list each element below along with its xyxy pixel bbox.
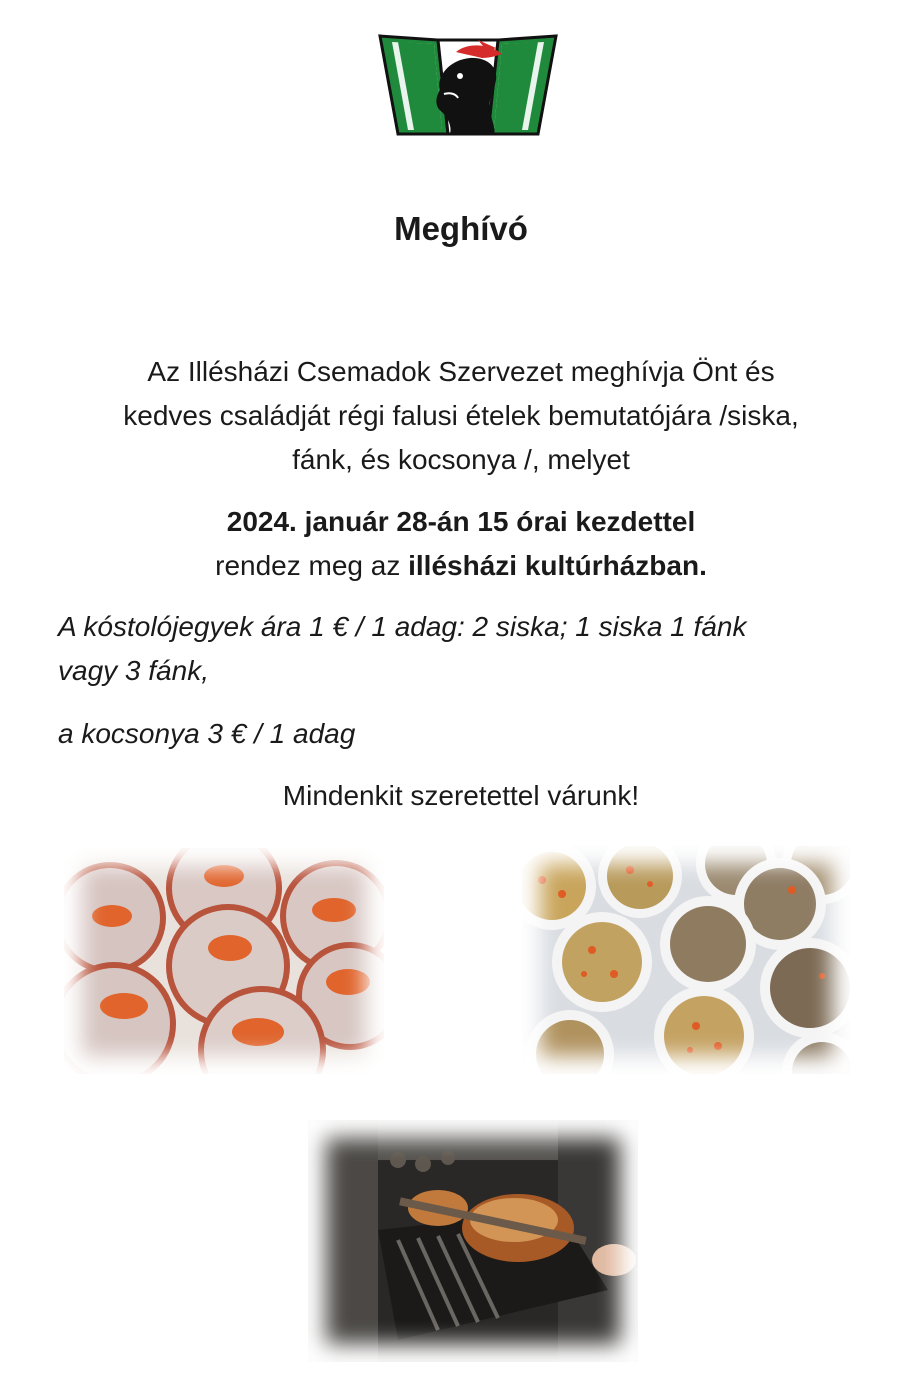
donuts-photo bbox=[64, 848, 384, 1074]
aspic-bowls-photo bbox=[522, 846, 850, 1074]
intro-line: kedves családját régi falusi ételek bemutatójára /siska, bbox=[123, 400, 799, 431]
event-date: 2024. január 28-án 15 órai kezdettel bbox=[226, 506, 696, 537]
event-venue-line bbox=[50, 544, 872, 588]
bread-oven-photo bbox=[308, 1120, 638, 1362]
aspic-price: a kocsonya 3 € / 1 adag bbox=[58, 718, 356, 749]
intro-line: fánk, és kocsonya /, melyet bbox=[292, 444, 630, 475]
price-line: vagy 3 fánk, bbox=[58, 655, 209, 686]
price-line: A kóstolójegyek ára 1 € / 1 adag: 2 siska; 1 siska 1 fánk bbox=[58, 611, 747, 642]
event-venue: illésházi kultúrházban. bbox=[408, 550, 707, 581]
invitation-title: Meghívó bbox=[394, 210, 528, 247]
venue-prefix: rendez meg az bbox=[215, 550, 409, 581]
welcome-text: Mindenkit szeretettel várunk! bbox=[282, 780, 640, 811]
ticket-prices bbox=[58, 605, 888, 693]
csemadok-logo bbox=[378, 30, 558, 138]
intro-line: Az Illésházi Csemadok Szervezet meghívja Önt és bbox=[147, 356, 775, 387]
event-details bbox=[50, 500, 872, 588]
intro-text bbox=[50, 350, 872, 482]
